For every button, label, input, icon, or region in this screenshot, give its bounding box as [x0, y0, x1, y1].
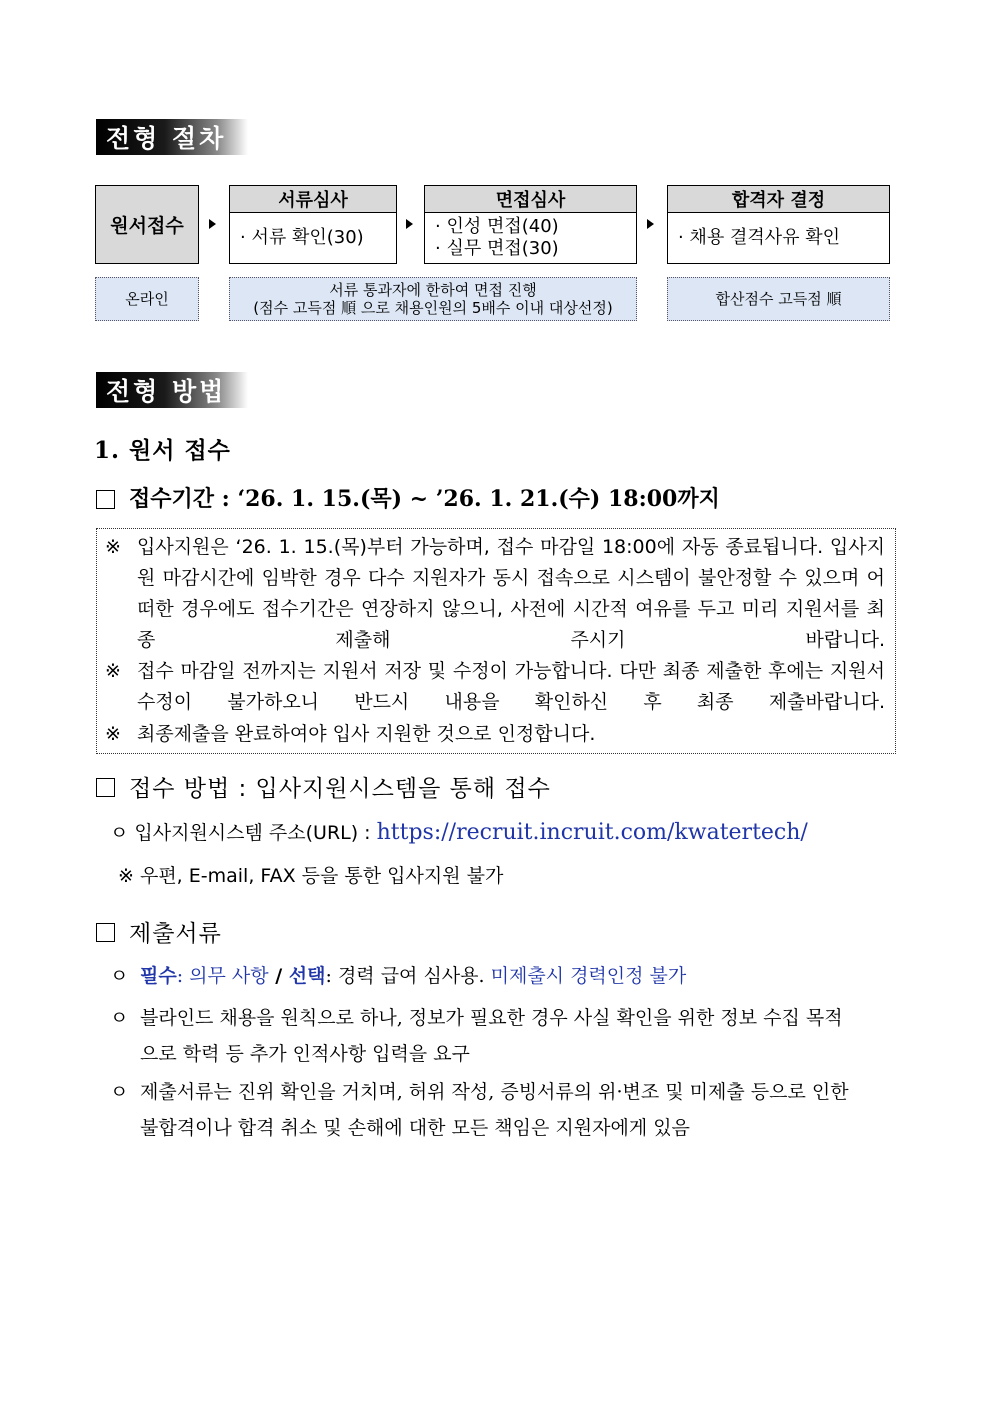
notice-text: 접수 마감일 전까지는 지원서 저장 및 수정이 가능합니다. 다만 최종 제출한 후에는 지원서 수정이 불가하오니 반드시 내용을 확인하신 후 최종 제출바랍니다.: [137, 660, 885, 713]
circle-bullet-icon: ㅇ: [110, 1081, 129, 1103]
step-interview: [424, 185, 637, 264]
note-text: (점수 고득점 順 으로 채용인원의 5배수 이내 대상선정): [253, 299, 613, 317]
step-item: · 서류 확인(30): [240, 226, 364, 248]
step-item: · 인성 면접(40): [435, 215, 559, 237]
reference-mark-icon: ※: [105, 660, 121, 682]
checkbox-icon: [96, 490, 115, 509]
docs-title: 제출서류: [129, 921, 222, 947]
checkbox-icon: [96, 778, 115, 797]
checkbox-icon: [96, 923, 115, 942]
required-desc: : 의무 사항: [176, 965, 269, 987]
arrow-icon: [209, 219, 216, 229]
note-online: [95, 277, 199, 321]
note-interview: [229, 277, 637, 321]
circle-bullet-icon: ㅇ: [110, 965, 129, 987]
step-title: 면접심사: [425, 186, 636, 213]
docs-bullet: [110, 958, 870, 994]
recruit-link[interactable]: https://recruit.incruit.com/kwatertech/: [376, 820, 808, 845]
step-final-decision: [667, 185, 890, 264]
required-label: 필수: [140, 965, 177, 987]
bullet-text: 블라인드 채용을 원칙으로 하나, 정보가 필요한 경우 사실 확인을 위한 정보 수집 목적으로 학력 등 추가 인적사항 입력을 요구: [140, 1007, 843, 1065]
section-title: 전형 절차: [106, 124, 227, 153]
subheading-application: 1. 원서 접수: [94, 437, 231, 464]
warning-text: 미제출시 경력인정 불가: [490, 965, 687, 987]
notice-item: [105, 656, 885, 718]
step-title: 서류심사: [230, 186, 396, 213]
how-line: [96, 770, 551, 803]
section-title: 전형 방법: [106, 377, 227, 406]
docs-line: [96, 915, 222, 948]
notice-text: 최종제출을 완료하여야 입사 지원한 것으로 인정합니다.: [137, 723, 596, 745]
bullet-text: 제출서류는 진위 확인을 거치며, 허위 작성, 증빙서류의 위·변조 및 미제출 등으로 인한 불합격이나 합격 취소 및 손해에 대한 모든 책임은 지원자에게 있음: [140, 1081, 849, 1139]
note-text: 합산점수 고득점 順: [715, 290, 842, 308]
how-text: 접수 방법 : 입사지원시스템을 통해 접수: [129, 776, 551, 802]
note-text: 온라인: [125, 290, 169, 308]
section-heading-process: [96, 119, 248, 155]
no-post-note: ※ 우편, E-mail, FAX 등을 통한 입사지원 불가: [118, 865, 504, 887]
reference-mark-icon: ※: [105, 723, 121, 745]
section-heading-method: [96, 372, 248, 408]
period-line: [96, 482, 720, 513]
period-text: 접수기간 : ‘26. 1. 15.(목) ~ ’26. 1. 21.(수) 18:00까지: [129, 486, 720, 512]
step-item: · 실무 면접(30): [435, 237, 559, 259]
notice-box: [96, 528, 896, 754]
step-item: · 채용 결격사유 확인: [678, 226, 840, 248]
notice-text: 입사지원은 ‘26. 1. 15.(목)부터 가능하며, 접수 마감일 18:00에 자동 종료됩니다. 입사지원 마감시간에 임박한 경우 다수 지원자가 동시 접속으로 시스템이 불안정할 수 있으며 어떠한 경우에도 접수기간은 연장하지 않으니, 사전에 시간적 여유를 두고 미리 지원서를 최종 제출해 주시기 바랍니다.: [137, 536, 885, 651]
notice-item: [105, 719, 885, 750]
optional-desc: : 경력 급여 심사용.: [325, 965, 485, 987]
notice-item: [105, 532, 885, 656]
url-label: ㅇ 입사지원시스템 주소(URL) :: [110, 822, 377, 844]
docs-bullet: [110, 1000, 870, 1072]
step-title: 합격자 결정: [668, 186, 889, 213]
circle-bullet-icon: ㅇ: [110, 1007, 129, 1029]
optional-label: 선택: [288, 965, 326, 987]
url-line: [110, 818, 808, 845]
slash: /: [268, 965, 289, 987]
step-document-review: [229, 185, 397, 264]
step-label: 원서접수: [110, 215, 184, 237]
reference-mark-icon: ※: [105, 536, 121, 558]
note-score: [667, 277, 890, 321]
arrow-icon: [406, 219, 413, 229]
note-text: 서류 통과자에 한하여 면접 진행: [329, 281, 537, 299]
docs-bullet: [110, 1074, 870, 1146]
step-application: [95, 185, 199, 264]
arrow-icon: [647, 219, 654, 229]
